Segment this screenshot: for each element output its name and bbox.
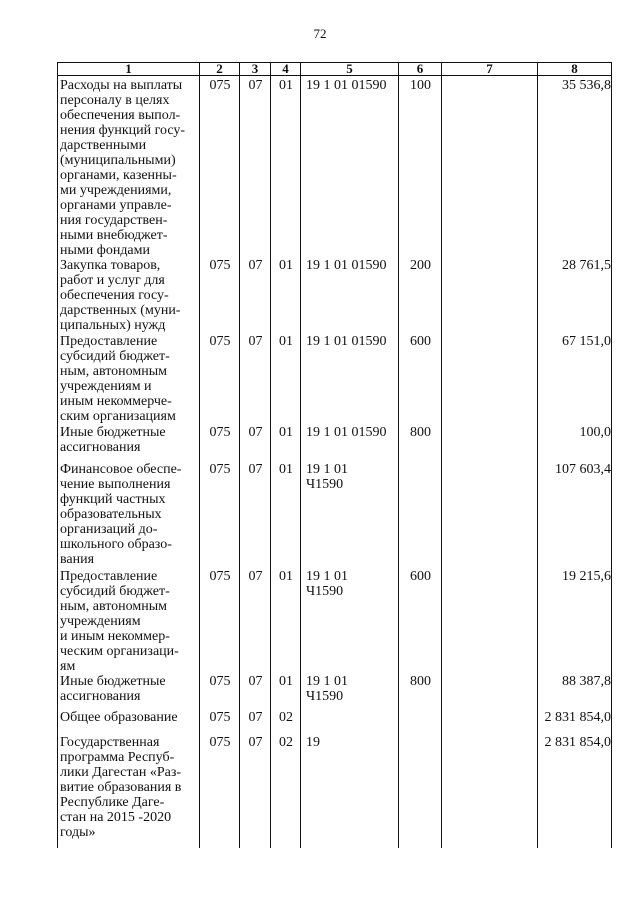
column-header: 4 bbox=[271, 63, 301, 76]
table-cell-col-5: 19 1 01 01590 bbox=[301, 76, 399, 259]
table-cell-col-2: 075 bbox=[200, 674, 240, 710]
table-cell-col-2: 075 bbox=[200, 710, 240, 735]
table-cell-col-8: 35 536,8 bbox=[538, 76, 612, 259]
table-cell-col-2: 075 bbox=[200, 735, 240, 848]
table-cell-col-7 bbox=[442, 569, 538, 674]
table-cell-col-7 bbox=[442, 735, 538, 848]
table-cell-col-1: Общее образование bbox=[58, 710, 200, 735]
table-cell-col-8: 28 761,5 bbox=[538, 258, 612, 334]
table-cell-col-4: 01 bbox=[271, 425, 301, 462]
table-row bbox=[58, 258, 612, 334]
table-cell-col-2: 075 bbox=[200, 425, 240, 462]
table-cell-col-5: 19 1 01 Ч1590 bbox=[301, 462, 399, 569]
table-cell-col-1: Расходы на выплаты персоналу в целях обеспечения выпол- нения функций госу- дарственными (муниципальными) органами, казенны- ми учреждениями, органами управле- ния государствен- ными внебюджет- ными фондами bbox=[58, 76, 200, 259]
table-cell-col-6: 800 bbox=[399, 674, 442, 710]
table-cell-col-1: Финансовое обеспе- чение выполнения функций частных образовательных организаций до- школьного образо- вания bbox=[58, 462, 200, 569]
table-cell-col-4: 01 bbox=[271, 76, 301, 259]
table-cell-col-7 bbox=[442, 258, 538, 334]
header-row bbox=[58, 63, 612, 76]
table-row bbox=[58, 735, 612, 848]
column-header: 8 bbox=[538, 63, 612, 76]
table-cell-col-4: 01 bbox=[271, 674, 301, 710]
table-cell-col-4: 02 bbox=[271, 735, 301, 848]
table-cell-col-1: Иные бюджетные ассигнования bbox=[58, 674, 200, 710]
table-cell-col-7 bbox=[442, 76, 538, 259]
table-cell-col-6: 100 bbox=[399, 76, 442, 259]
table-cell-col-6: 800 bbox=[399, 425, 442, 462]
table-cell-col-2: 075 bbox=[200, 334, 240, 425]
table-cell-col-1: Предоставление субсидий бюджет- ным, автономным учреждениям и иным некоммерче- ским организациям bbox=[58, 334, 200, 425]
table-cell-col-3: 07 bbox=[240, 334, 271, 425]
table-cell-col-2: 075 bbox=[200, 76, 240, 259]
table-row bbox=[58, 710, 612, 735]
table-cell-col-6 bbox=[399, 710, 442, 735]
table-cell-col-5: 19 1 01 01590 bbox=[301, 425, 399, 462]
page-number: 72 bbox=[313, 26, 327, 41]
table-cell-col-4: 01 bbox=[271, 334, 301, 425]
column-header: 1 bbox=[58, 63, 200, 76]
table-cell-col-3: 07 bbox=[240, 425, 271, 462]
table-row bbox=[58, 76, 612, 259]
table-cell-col-7 bbox=[442, 334, 538, 425]
table-row bbox=[58, 569, 612, 674]
table-cell-col-3: 07 bbox=[240, 462, 271, 569]
table-cell-col-6: 600 bbox=[399, 334, 442, 425]
table-cell-col-3: 07 bbox=[240, 710, 271, 735]
column-header: 5 bbox=[301, 63, 399, 76]
table-cell-col-8: 107 603,4 bbox=[538, 462, 612, 569]
table-cell-col-8: 100,0 bbox=[538, 425, 612, 462]
table-cell-col-1: Иные бюджетные ассигнования bbox=[58, 425, 200, 462]
table-cell-col-3: 07 bbox=[240, 735, 271, 848]
table-cell-col-5: 19 1 01 01590 bbox=[301, 258, 399, 334]
table-cell-col-5: 19 1 01 Ч1590 bbox=[301, 674, 399, 710]
table-cell-col-1: Предоставление субсидий бюджет- ным, автономным учреждениям и иным некоммер- ческим организаци- ям bbox=[58, 569, 200, 674]
table-cell-col-5: 19 bbox=[301, 735, 399, 848]
table-cell-col-6: 600 bbox=[399, 569, 442, 674]
table-cell-col-3: 07 bbox=[240, 76, 271, 259]
table-cell-col-3: 07 bbox=[240, 258, 271, 334]
table-cell-col-5 bbox=[301, 710, 399, 735]
table-cell-col-2: 075 bbox=[200, 462, 240, 569]
column-header: 3 bbox=[240, 63, 271, 76]
table-row bbox=[58, 462, 612, 569]
table-cell-col-6 bbox=[399, 462, 442, 569]
column-header: 7 bbox=[442, 63, 538, 76]
table-cell-col-6 bbox=[399, 735, 442, 848]
budget-table bbox=[57, 62, 612, 848]
table-cell-col-3: 07 bbox=[240, 569, 271, 674]
table-cell-col-8: 67 151,0 bbox=[538, 334, 612, 425]
table-cell-col-8: 88 387,8 bbox=[538, 674, 612, 710]
table-cell-col-7 bbox=[442, 425, 538, 462]
table-row bbox=[58, 334, 612, 425]
table-cell-col-8: 2 831 854,0 bbox=[538, 710, 612, 735]
table-row bbox=[58, 674, 612, 710]
table-cell-col-1: Закупка товаров, работ и услуг для обеспечения госу- дарственных (муни- ципальных) нужд bbox=[58, 258, 200, 334]
table-cell-col-5: 19 1 01 01590 bbox=[301, 334, 399, 425]
table-body bbox=[58, 76, 612, 849]
table-cell-col-2: 075 bbox=[200, 258, 240, 334]
table-cell-col-4: 01 bbox=[271, 462, 301, 569]
table-cell-col-2: 075 bbox=[200, 569, 240, 674]
table-cell-col-8: 2 831 854,0 bbox=[538, 735, 612, 848]
table-cell-col-6: 200 bbox=[399, 258, 442, 334]
table-cell-col-4: 02 bbox=[271, 710, 301, 735]
table-cell-col-4: 01 bbox=[271, 258, 301, 334]
table-cell-col-4: 01 bbox=[271, 569, 301, 674]
column-header: 2 bbox=[200, 63, 240, 76]
table-cell-col-3: 07 bbox=[240, 674, 271, 710]
table-cell-col-1: Государственная программа Респуб- лики Дагестан «Раз- витие образования в Республике Даге- стан на 2015 -2020 годы» bbox=[58, 735, 200, 848]
table-cell-col-8: 19 215,6 bbox=[538, 569, 612, 674]
table-cell-col-7 bbox=[442, 462, 538, 569]
column-header: 6 bbox=[399, 63, 442, 76]
table-cell-col-7 bbox=[442, 674, 538, 710]
table-row bbox=[58, 425, 612, 462]
table-cell-col-5: 19 1 01 Ч1590 bbox=[301, 569, 399, 674]
table-cell-col-7 bbox=[442, 710, 538, 735]
